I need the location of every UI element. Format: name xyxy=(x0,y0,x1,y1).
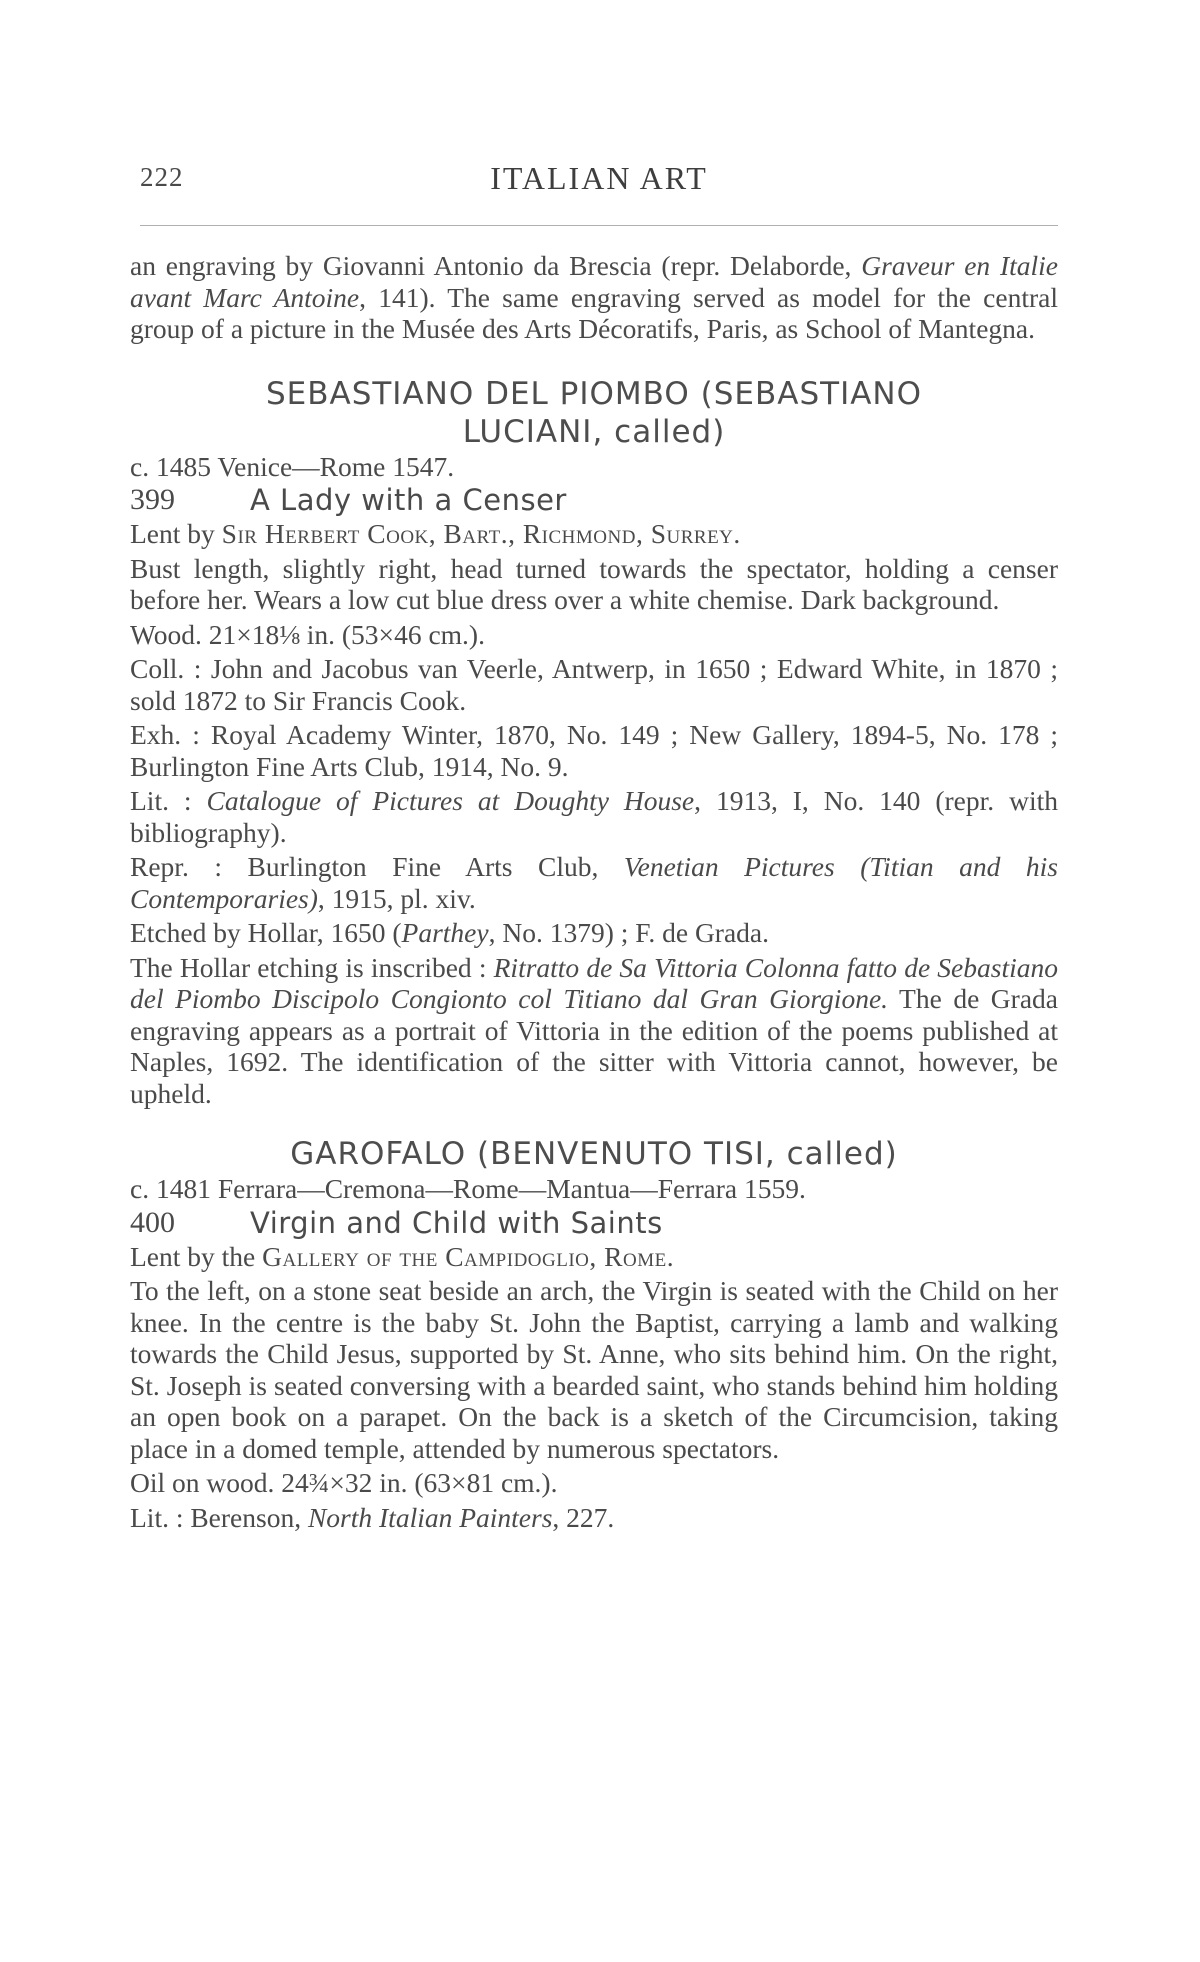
description: Bust length, slightly right, head turned towards the spectator, holding a censer before her. Wears a low cut blue dress over a white chemise. Dark background. xyxy=(130,552,1058,615)
running-head xyxy=(140,160,1058,200)
description: To the left, on a stone seat beside an arch, the Virgin is seated with the Child on her knee. In the centre is the baby St. John the Baptist, carrying a lamb and walking towards the Child Jesus, supported by St. Anne, who sits behind him. On the right, St. Joseph is seated conversing with a bearded saint, who stands behind him holding an open book on a parapet. On the back is a sketch of the Circumcision, taking place in a domed temple, attended by numerous spectators. xyxy=(130,1275,1058,1464)
header-rule xyxy=(140,225,1058,226)
page-body xyxy=(130,250,1058,1533)
lender-line: Lent by the Gallery of the Campidoglio, Rome. xyxy=(130,1240,675,1272)
etched-line: Etched by Hollar, 1650 (Parthey, No. 1379) ; F. de Grada. xyxy=(130,917,769,948)
catalogue-entry-400 xyxy=(130,1205,1058,1241)
artist-dates-garofalo: c. 1481 Ferrara—Cremona—Rome—Mantua—Ferrara 1559. xyxy=(130,1173,806,1204)
continuation-paragraph: an engraving by Giovanni Antonio da Brescia (repr. Delaborde, Graveur en Italie avant Marc Antoine, 141). The same engraving served as model for the central group of a picture in the Musée des Arts Décoratifs, Paris, as School of Mantegna. xyxy=(130,250,1058,344)
inscription-note: The Hollar etching is inscribed : Ritratto de Sa Vittoria Colonna fatto de Sebastiano del Piombo Discipolo Congionto col Titiano dal Gran Giorgione. The de Grada engraving appears as a portrait of Vittoria in the edition of the poems published at Naples, 1692. The identification of the sitter with Vittoria cannot, however, be upheld. xyxy=(130,951,1058,1109)
entry-number: 400 xyxy=(130,1205,175,1239)
artist-heading-sebastiano: SEBASTIANO DEL PIOMBO (SEBASTIANO LUCIANI, called) xyxy=(265,375,923,450)
catalogue-entry-399 xyxy=(130,482,1058,518)
medium-line: Oil on wood. 24¾×32 in. (63×81 cm.). xyxy=(130,1467,558,1498)
entry-number: 399 xyxy=(130,483,175,516)
entry-title: Virgin and Child with Saints xyxy=(250,1205,663,1240)
medium-line: Wood. 21×18⅛ in. (53×46 cm.). xyxy=(130,618,485,650)
reproduction-line: Repr. : Burlington Fine Arts Club, Venetian Pictures (Titian and his Contemporaries), 1915, pl. xiv. xyxy=(130,851,1058,914)
literature-line: Lit. : Catalogue of Pictures at Doughty House, 1913, I, No. 140 (repr. with bibliography). xyxy=(130,785,1058,848)
page-number: 222 xyxy=(140,162,184,192)
collection-line: Coll. : John and Jacobus van Veerle, Antwerp, in 1650 ; Edward White, in 1870 ; sold 1872 to Sir Francis Cook. xyxy=(130,653,1058,716)
artist-dates-sebastiano: c. 1485 Venice—Rome 1547. xyxy=(130,450,455,482)
running-title: ITALIAN ART xyxy=(490,160,708,196)
artist-heading-garofalo: GAROFALO (BENVENUTO TISI, called) xyxy=(290,1136,898,1172)
exhibition-line: Exh. : Royal Academy Winter, 1870, No. 149 ; New Gallery, 1894-5, No. 178 ; Burlington Fine Arts Club, 1914, No. 9. xyxy=(130,719,1058,782)
literature-line: Lit. : Berenson, North Italian Painters, 227. xyxy=(130,1501,615,1533)
lender-line: Lent by Sir Herbert Cook, Bart., Richmond, Surrey. xyxy=(130,518,741,549)
entry-title: A Lady with a Censer xyxy=(250,483,567,517)
